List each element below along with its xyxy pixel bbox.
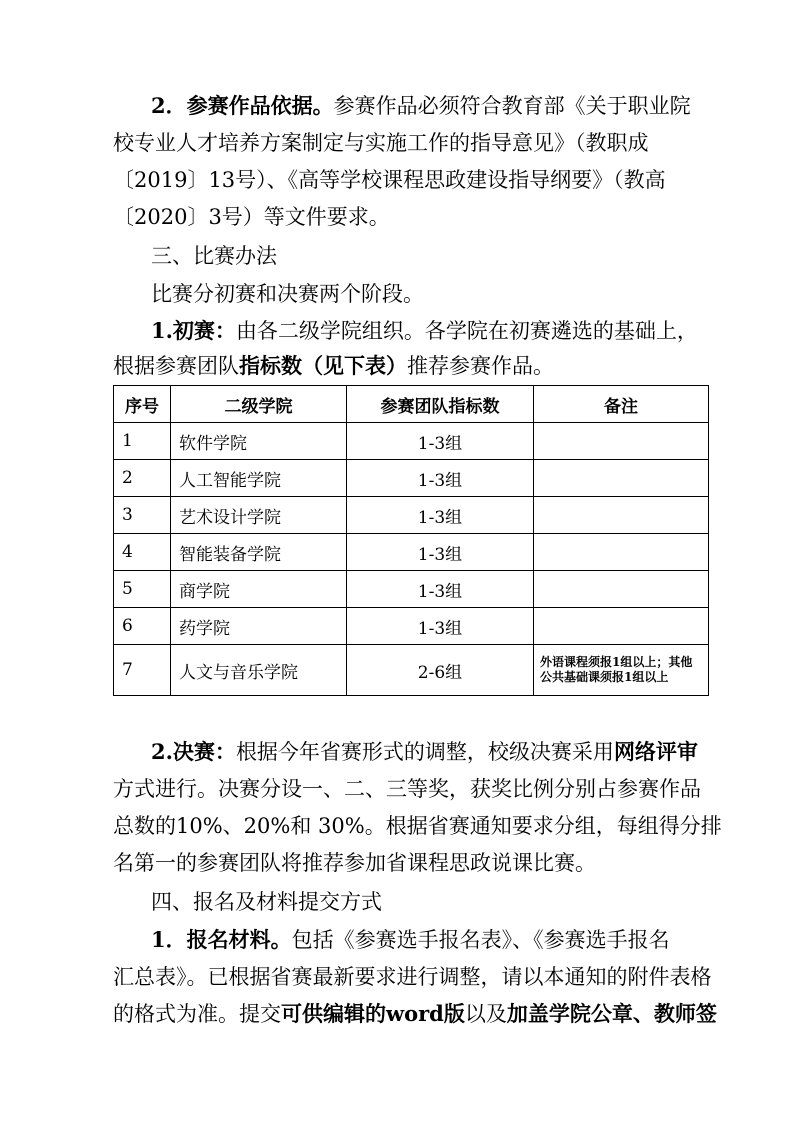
cell-quota: 2-6组	[347, 645, 534, 696]
table-row	[114, 534, 709, 571]
cell-college: 药学院	[171, 608, 347, 645]
cell-college: 艺术设计学院	[171, 497, 347, 534]
cell-no: 1	[114, 423, 171, 460]
header-no: 序号	[114, 386, 171, 423]
cell-note	[534, 460, 709, 497]
section-label: 2．参赛作品依据。	[151, 93, 334, 118]
cell-note: 外语课程须报1组以上；其他公共基础课须报1组以上	[534, 645, 709, 696]
table-row	[114, 460, 709, 497]
table-row	[114, 497, 709, 534]
section-label: 1.初赛：	[151, 318, 236, 343]
paragraph-line	[151, 317, 731, 345]
header-college: 二级学院	[171, 386, 347, 423]
paragraph-line: 〔2020〕3号）等文件要求。	[113, 205, 390, 229]
cell-note	[534, 608, 709, 645]
section-heading: 四、报名及材料提交方式	[151, 890, 382, 914]
cell-no: 5	[114, 571, 171, 608]
cell-quota: 1-3组	[347, 460, 534, 497]
cell-quota: 1-3组	[347, 608, 534, 645]
paragraph-line	[113, 352, 693, 380]
cell-college: 人文与音乐学院	[171, 645, 347, 696]
cell-note	[534, 534, 709, 571]
cell-note	[534, 423, 709, 460]
cell-quota: 1-3组	[347, 571, 534, 608]
paragraph-text: 包括《参赛选手报名表》、《参赛选手报名	[291, 928, 670, 952]
cell-quota: 1-3组	[347, 497, 534, 534]
cell-no: 2	[114, 460, 171, 497]
paragraph-line: 〔2019〕13号）、《高等学校课程思政建设指导纲要》（教高	[113, 168, 666, 192]
paragraph-text: 由各二级学院组织。各学院在初赛遴选的基础上，	[235, 319, 698, 343]
emphasis-text: 网络评审	[613, 739, 698, 764]
paragraph-line: 总数的10%、20%和 30%。根据省赛通知要求分组，每组得分排	[113, 814, 722, 838]
cell-no: 3	[114, 497, 171, 534]
paragraph-text: 以及	[464, 1002, 507, 1026]
table-row	[114, 608, 709, 645]
paragraph-text: 参赛作品必须符合教育部《关于职业院	[333, 94, 691, 118]
paragraph-line: 方式进行。决赛分设一、二、三等奖，获奖比例分别占参赛作品	[113, 777, 701, 801]
table-header-row	[114, 386, 709, 423]
table-row	[114, 645, 709, 696]
section-label: 2.决赛：	[151, 739, 236, 764]
cell-note	[534, 497, 709, 534]
cell-college: 人工智能学院	[171, 460, 347, 497]
quota-table	[113, 385, 709, 696]
paragraph-text: 的格式为准。提交	[113, 1002, 281, 1026]
paragraph-text: 根据今年省赛形式的调整，校级决赛采用	[235, 740, 614, 764]
cell-college: 智能装备学院	[171, 534, 347, 571]
cell-no: 7	[114, 645, 171, 696]
paragraph-line: 比赛分初赛和决赛两个阶段。	[151, 282, 424, 306]
cell-quota: 1-3组	[347, 534, 534, 571]
paragraph-line	[151, 92, 731, 120]
cell-quota: 1-3组	[347, 423, 534, 460]
emphasis-text: 指标数（见下表）	[239, 353, 407, 378]
emphasis-text: 可供编辑的word版	[281, 1001, 465, 1026]
emphasis-text: 加盖学院公章、教师签	[506, 1001, 717, 1026]
table-row	[114, 423, 709, 460]
paragraph-line	[113, 1000, 717, 1028]
section-heading: 三、比赛办法	[151, 244, 277, 268]
header-note: 备注	[534, 386, 709, 423]
cell-college: 商学院	[171, 571, 347, 608]
cell-no: 6	[114, 608, 171, 645]
paragraph-line	[151, 738, 731, 766]
paragraph-line: 校专业人才培养方案制定与实施工作的指导意见》（教职成	[113, 131, 649, 155]
table-row	[114, 571, 709, 608]
cell-college: 软件学院	[171, 423, 347, 460]
header-quota: 参赛团队指标数	[347, 386, 534, 423]
paragraph-text: 推荐参赛作品。	[407, 354, 554, 378]
cell-note	[534, 571, 709, 608]
paragraph-text: 根据参赛团队	[113, 354, 239, 378]
cell-no: 4	[114, 534, 171, 571]
paragraph-line: 名第一的参赛团队将推荐参加省课程思政说课比赛。	[113, 851, 596, 875]
paragraph-line	[151, 926, 731, 954]
paragraph-line: 汇总表》。已根据省赛最新要求进行调整，请以本通知的附件表格	[113, 965, 712, 989]
section-label: 1．报名材料。	[151, 927, 292, 952]
